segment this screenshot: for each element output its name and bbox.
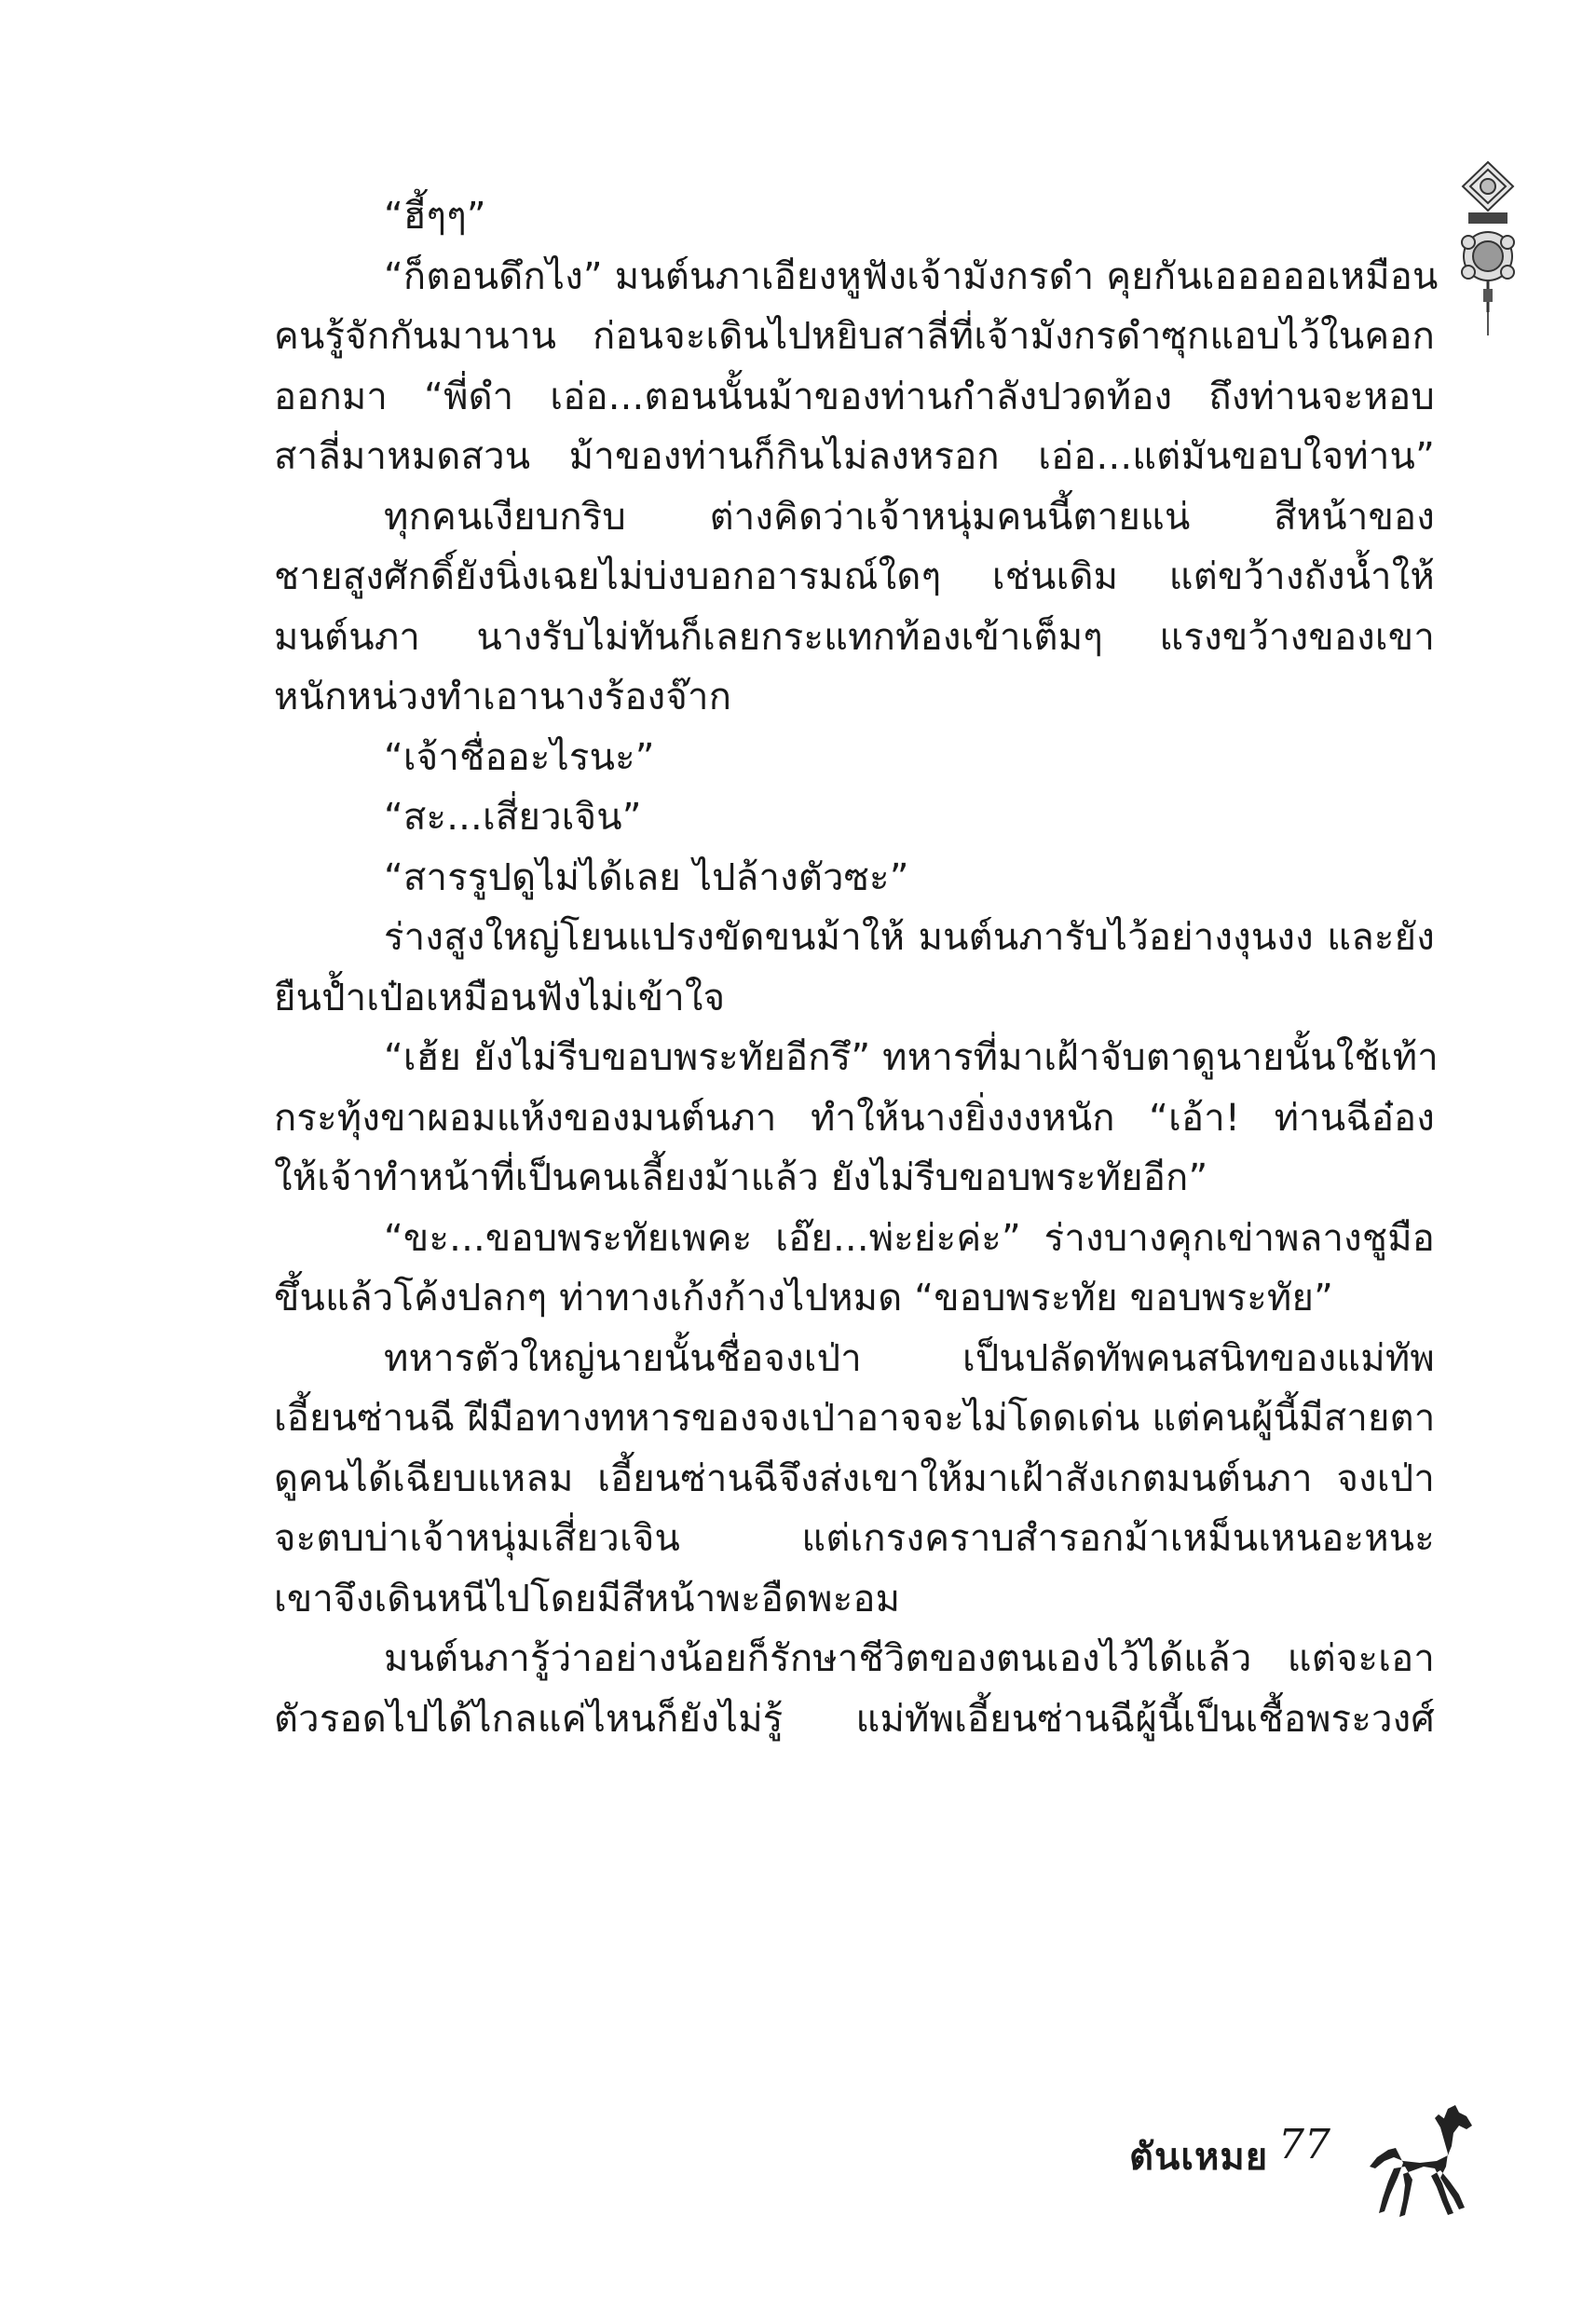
- text-line: “ก็ตอนดึกไง” มนต์นภาเอียงหูฟังเจ้ามังกรดำ คุยกันเอออออเหมือน: [384, 254, 1439, 298]
- ornament-emblem-icon: [1455, 158, 1521, 345]
- text-line: ทหารตัวใหญ่นายนั้นชื่อจงเป่า เป็นปลัดทัพคนสนิทของแม่ทัพ: [384, 1336, 1435, 1380]
- text-line: “สะ...เสี่ยวเจิน”: [384, 796, 642, 839]
- text-line: สาลี่มาหมดสวน ม้าของท่านก็กินไม่ลงหรอก เอ่อ...แต่มันขอบใจท่าน”: [274, 435, 1435, 478]
- text-line: มนต์นภารู้ว่าอย่างน้อยก็รักษาชีวิตของตนเองไว้ได้แล้ว แต่จะเอา: [384, 1637, 1435, 1680]
- text-line: “เฮ้ย ยังไม่รีบขอบพระทัยอีกรึ” ทหารที่มาเฝ้าจับตาดูนายนั้นใช้เท้า: [384, 1036, 1439, 1079]
- text-line: ร่างสูงใหญ่โยนแปรงขัดขนม้าให้ มนต์นภารับไว้อย่างงุนงง และยัง: [384, 916, 1435, 959]
- horse-silhouette-icon: [1362, 2101, 1483, 2222]
- text-line: “ฮี้ๆๆ”: [384, 195, 486, 238]
- text-line: กระทุ้งขาผอมแห้งของมนต์นภา ทำให้นางยิ่งงงหนัก “เอ้า! ท่านฉีอ๋อง: [274, 1096, 1435, 1140]
- page-number: 77: [1278, 2121, 1330, 2168]
- text-line: จะตบบ่าเจ้าหนุ่มเสี่ยวเจิน แต่เกรงคราบสำรอกม้าเหม็นเหนอะหนะ: [274, 1517, 1435, 1560]
- text-line: เอี้ยนซ่านฉี ฝีมือทางทหารของจงเป่าอาจจะไม่โดดเด่น แต่คนผู้นี้มีสายตา: [274, 1397, 1436, 1440]
- text-line: ชายสูงศักดิ์ยังนิ่งเฉยไม่บ่งบอกอารมณ์ใดๆ เช่นเดิม แต่ขว้างถังน้ำให้: [274, 555, 1435, 598]
- text-line: ยืนป้ำเป๋อเหมือนฟังไม่เข้าใจ: [274, 976, 726, 1019]
- text-line: “สารรูปดูไม่ได้เลย ไปล้างตัวซะ”: [384, 855, 909, 899]
- text-line: “เจ้าชื่ออะไรนะ”: [384, 735, 655, 779]
- text-line: มนต์นภา นางรับไม่ทันก็เลยกระแทกท้องเข้าเต็มๆ แรงขว้างของเขา: [274, 615, 1435, 659]
- text-line: ตัวรอดไปได้ไกลแค่ไหนก็ยังไม่รู้ แม่ทัพเอี้ยนซ่านฉีผู้นี้เป็นเชื้อพระวงศ์: [274, 1697, 1435, 1741]
- text-line: ขึ้นแล้วโค้งปลกๆ ท่าทางเก้งก้างไปหมด “ขอบพระทัย ขอบพระทัย”: [274, 1277, 1334, 1320]
- body-text: [274, 186, 1439, 1749]
- text-line: ออกมา “พี่ดำ เอ่อ...ตอนนั้นม้าของท่านกำลังปวดท้อง ถึงท่านจะหอบ: [274, 375, 1435, 418]
- text-line: คนรู้จักกันมานาน ก่อนจะเดินไปหยิบสาลี่ที่เจ้ามังกรดำซุกแอบไว้ในคอก: [274, 315, 1435, 358]
- text-line: เขาจึงเดินหนีไปโดยมีสีหน้าพะอืดพะอม: [274, 1577, 901, 1620]
- text-line: หนักหน่วงทำเอานางร้องจ๊าก: [274, 676, 732, 718]
- text-line: ทุกคนเงียบกริบ ต่างคิดว่าเจ้าหนุ่มคนนี้ตายแน่ สีหน้าของ: [384, 495, 1435, 539]
- text-line: “ขะ...ขอบพระทัยเพคะ เอ๊ย...พ่ะย่ะค่ะ” ร่างบางคุกเข่าพลางชูมือ: [384, 1216, 1435, 1260]
- text-line: ให้เจ้าทำหน้าที่เป็นคนเลี้ยงม้าแล้ว ยังไม่รีบขอบพระทัยอีก”: [274, 1156, 1208, 1199]
- text-line: ดูคนได้เฉียบแหลม เอี้ยนซ่านฉีจึงส่งเขาให้มาเฝ้าสังเกตมนต์นภา จงเป่า: [274, 1456, 1435, 1500]
- book-title: ตันเหมย: [1129, 2135, 1269, 2179]
